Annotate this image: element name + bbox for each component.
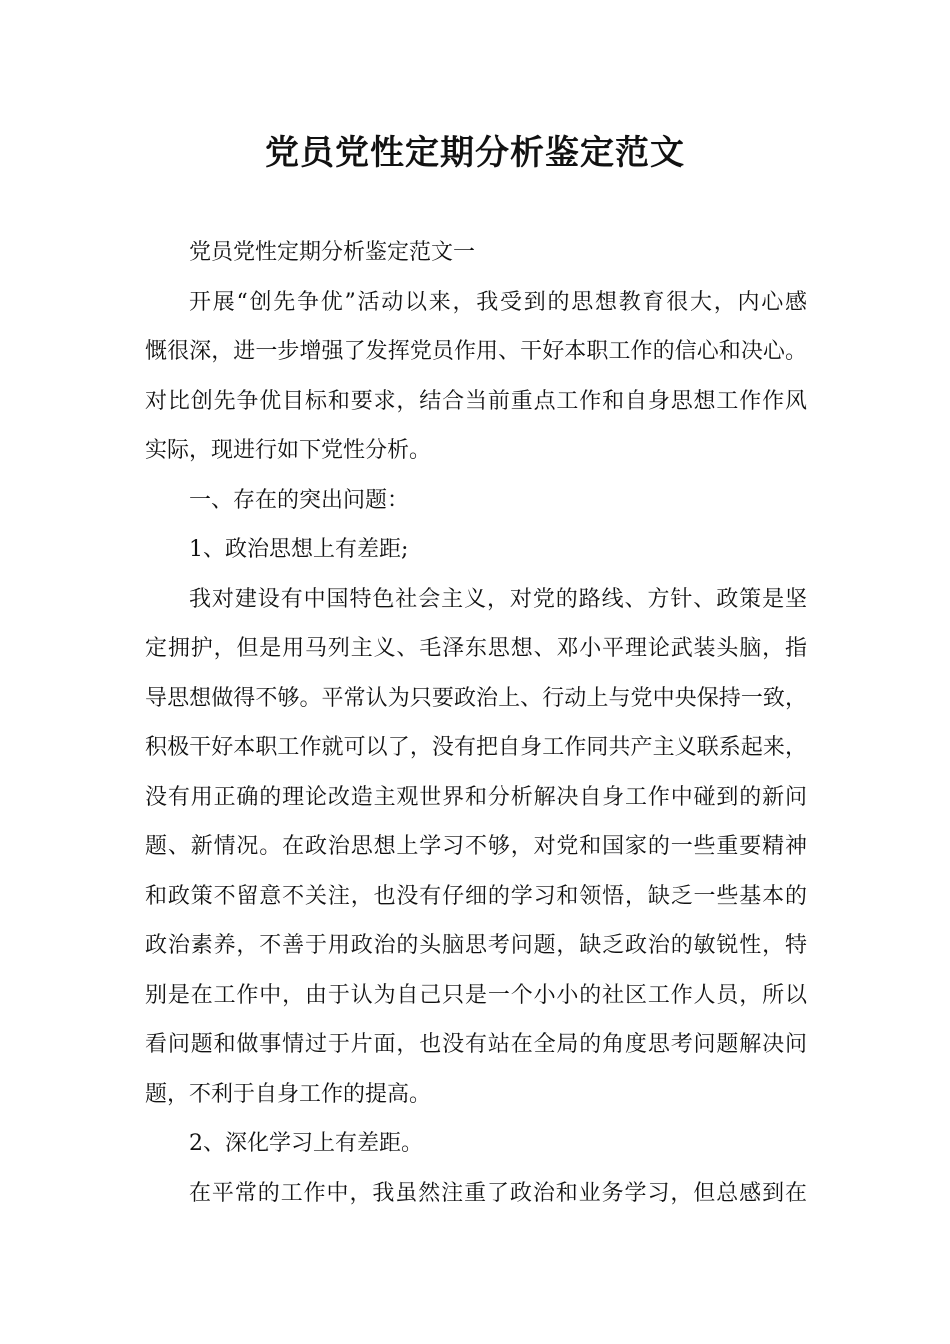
body-line: 对比创先争优目标和要求，结合当前重点工作和自身思想工作作风 bbox=[145, 388, 807, 414]
body-line: 题，不利于自身工作的提高。 bbox=[145, 1081, 432, 1107]
body-line: 开展“创先争优”活动以来，我受到的思想教育很大，内心感 bbox=[189, 289, 807, 315]
body-line: 我对建设有中国特色社会主义，对党的路线、方针、政策是坚 bbox=[189, 586, 807, 612]
body-line: 在平常的工作中，我虽然注重了政治和业务学习，但总感到在 bbox=[189, 1180, 807, 1206]
body-line: 政治素养，不善于用政治的头脑思考问题，缺乏政治的敏锐性，特 bbox=[145, 933, 807, 958]
body-line: 没有用正确的理论改造主观世界和分析解决自身工作中碰到的新问 bbox=[145, 784, 807, 810]
body-line: 1、政治思想上有差距; bbox=[189, 537, 409, 562]
body-line: 党员党性定期分析鉴定范文一 bbox=[189, 240, 476, 265]
body-line: 看问题和做事情过于片面，也没有站在全局的角度思考问题解决问 bbox=[145, 1032, 807, 1057]
body-line: 定拥护，但是用马列主义、毛泽东思想、邓小平理论武装头脑，指 bbox=[145, 636, 807, 661]
document-title: 党员党性定期分析鉴定范文 bbox=[265, 133, 685, 173]
body-line: 题、新情况。在政治思想上学习不够，对党和国家的一些重要精神 bbox=[145, 834, 807, 859]
body-line: 一、存在的突出问题： bbox=[189, 487, 410, 513]
body-line: 实际，现进行如下党性分析。 bbox=[145, 438, 432, 463]
body-line: 2、深化学习上有差距。 bbox=[189, 1131, 423, 1156]
body-line: 和政策不留意不关注，也没有仔细的学习和领悟，缺乏一些基本的 bbox=[145, 883, 807, 909]
body-line: 别是在工作中，由于认为自己只是一个小小的社区工作人员，所以 bbox=[145, 982, 807, 1008]
document-body bbox=[145, 228, 807, 1218]
body-line: 导思想做得不够。平常认为只要政治上、行动上与党中央保持一致， bbox=[145, 685, 807, 711]
body-line: 慨很深，进一步增强了发挥党员作用、干好本职工作的信心和决心。 bbox=[145, 339, 807, 364]
body-line: 积极干好本职工作就可以了，没有把自身工作同共产主义联系起来， bbox=[145, 735, 807, 760]
